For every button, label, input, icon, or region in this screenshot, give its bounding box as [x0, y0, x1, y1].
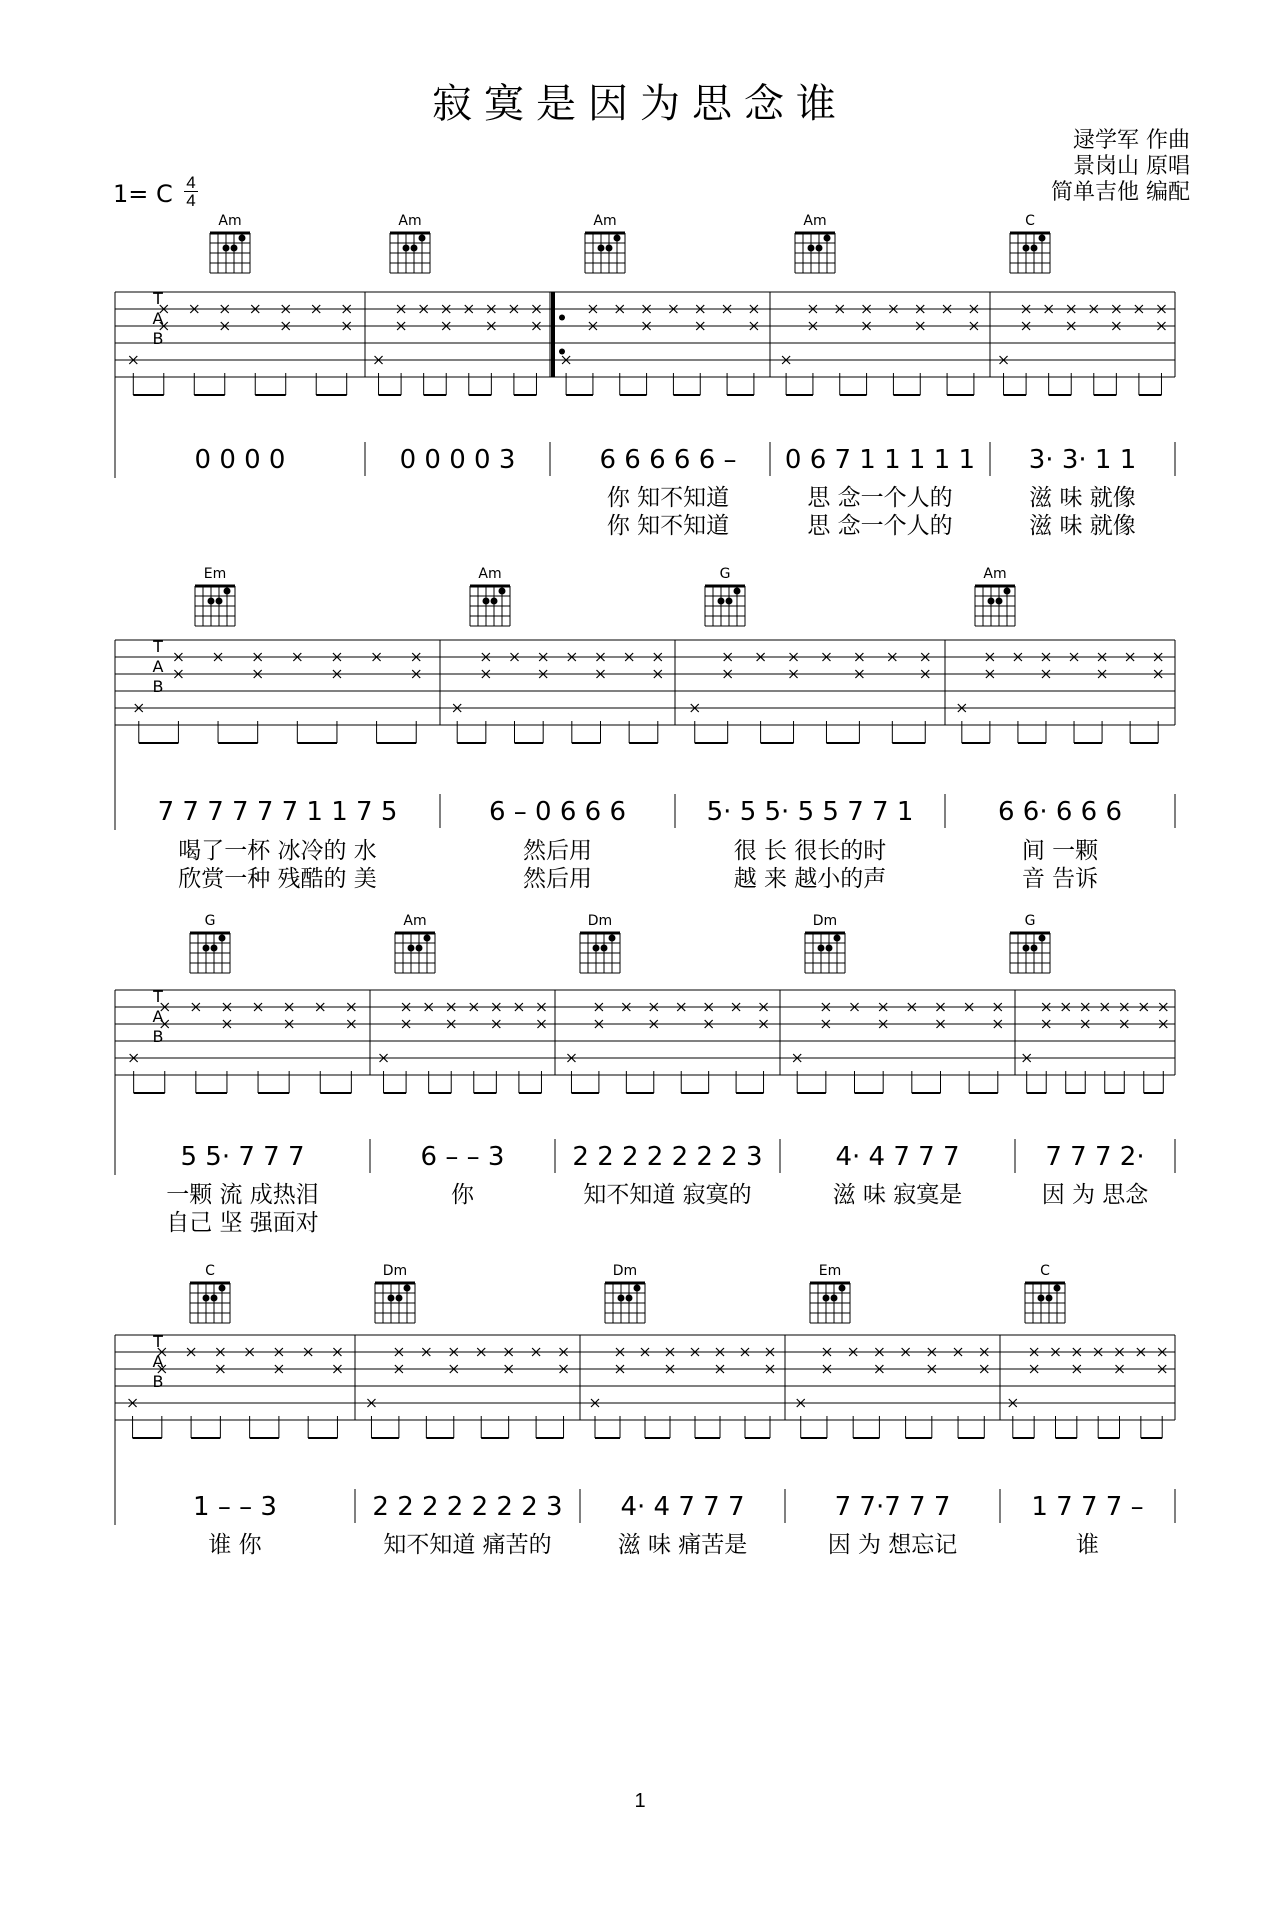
chord-name: G [719, 566, 731, 582]
chord-finger-dot [1046, 1295, 1053, 1302]
chord-finger-dot [419, 235, 426, 242]
chord-finger-dot [208, 598, 215, 605]
chord-finger-dot [224, 588, 231, 595]
chord-finger-dot [1038, 1295, 1045, 1302]
tab-clef-letter: B [152, 1372, 164, 1391]
chord-finger-dot [388, 1295, 395, 1302]
lyric-verse-1: 然后用 [523, 838, 592, 864]
chord-finger-dot [216, 598, 223, 605]
chord-name: G [204, 913, 216, 929]
chord-finger-dot [601, 945, 608, 952]
time-signature-bottom: 4 [186, 191, 196, 210]
lyric-verse-1: 知不知道 痛苦的 [383, 1532, 552, 1558]
jianpu-measure: 5· 5 5· 5 5 7 7 1 [706, 797, 914, 827]
chord-name: Am [983, 566, 1007, 582]
chord-finger-dot [988, 598, 995, 605]
page-number: 1 [634, 1790, 646, 1812]
jianpu-measure: 7 7 7 7 7 7 1 1 7 5 [157, 797, 398, 827]
composer-credit: 逯学军 作曲 [1073, 128, 1190, 153]
lyric-verse-1: 谁 你 [208, 1532, 262, 1558]
jianpu-measure: 0 0 0 0 [194, 445, 286, 475]
chord-name: Am [593, 213, 617, 229]
chord-finger-dot [211, 1295, 218, 1302]
key-signature: 1= C [113, 180, 173, 208]
lyric-verse-1: 知不知道 寂寞的 [583, 1182, 752, 1208]
chord-name: Am [403, 913, 427, 929]
repeat-dot [559, 315, 565, 321]
lyric-verse-2: 音 告诉 [1021, 866, 1099, 892]
chord-finger-dot [203, 1295, 210, 1302]
chord-finger-dot [726, 598, 733, 605]
chord-name: Em [818, 1263, 842, 1279]
lyric-verse-1: 你 知不知道 [606, 485, 730, 511]
tab-clef-letter: B [152, 329, 164, 348]
tab-clef-letter: T [153, 289, 163, 308]
jianpu-measure: 1 – – 3 [193, 1492, 277, 1522]
lyric-verse-2: 你 知不知道 [606, 513, 730, 539]
lyric-verse-1: 滋 味 寂寞是 [832, 1182, 963, 1208]
chord-finger-dot [483, 598, 490, 605]
singer-credit: 景岗山 原唱 [1073, 154, 1190, 179]
chord-finger-dot [634, 1285, 641, 1292]
lyric-verse-2: 然后用 [523, 866, 592, 892]
chord-finger-dot [816, 245, 823, 252]
chord-finger-dot [826, 945, 833, 952]
jianpu-measure: 2 2 2 2 2 2 2 3 [372, 1492, 563, 1522]
tab-clef-letter: A [152, 309, 164, 328]
chord-finger-dot [834, 935, 841, 942]
lyric-verse-1: 一颗 流 成热泪 [166, 1182, 319, 1208]
chord-name: Am [398, 213, 422, 229]
chord-finger-dot [598, 245, 605, 252]
jianpu-measure: 6 6 6 6 6 – [599, 445, 737, 475]
chord-finger-dot [734, 588, 741, 595]
chord-finger-dot [219, 935, 226, 942]
tab-clef-letter: A [152, 1007, 164, 1026]
jianpu-measure: 6 6· 6 6 6 [997, 797, 1123, 827]
chord-finger-dot [1031, 945, 1038, 952]
chord-finger-dot [606, 245, 613, 252]
tab-clef-letter: T [153, 987, 163, 1006]
chord-finger-dot [1039, 235, 1046, 242]
time-signature-top: 4 [186, 173, 196, 192]
jianpu-measure: 7 7·7 7 7 [834, 1492, 951, 1522]
lyric-verse-1: 很 长 很长的时 [733, 838, 887, 864]
chord-finger-dot [403, 245, 410, 252]
chord-name: Dm [382, 1263, 408, 1279]
chord-finger-dot [823, 1295, 830, 1302]
jianpu-measure: 4· 4 7 7 7 [620, 1492, 745, 1522]
lyric-verse-1: 滋 味 就像 [1029, 485, 1136, 511]
chord-name: Am [803, 213, 827, 229]
chord-finger-dot [231, 245, 238, 252]
chord-finger-dot [1054, 1285, 1061, 1292]
chord-finger-dot [396, 1295, 403, 1302]
chord-finger-dot [614, 235, 621, 242]
lyric-verse-2: 思 念一个人的 [807, 513, 953, 539]
tab-clef-letter: A [152, 1352, 164, 1371]
jianpu-measure: 3· 3· 1 1 [1028, 445, 1137, 475]
jianpu-measure: 0 6 7 1 1 1 1 1 [784, 445, 976, 475]
lyric-verse-2: 滋 味 就像 [1029, 513, 1136, 539]
chord-finger-dot [1023, 245, 1030, 252]
chord-finger-dot [424, 935, 431, 942]
chord-name: Em [203, 566, 227, 582]
jianpu-measure: 7 7 7 2· [1045, 1142, 1145, 1172]
tab-clef-letter: T [153, 1332, 163, 1351]
chord-name: C [1025, 213, 1035, 229]
chord-finger-dot [491, 598, 498, 605]
jianpu-measure: 4· 4 7 7 7 [835, 1142, 960, 1172]
lyric-verse-1: 思 念一个人的 [807, 485, 953, 511]
lyric-verse-1: 滋 味 痛苦是 [617, 1532, 748, 1558]
lyric-verse-1: 因 为 思念 [1041, 1182, 1149, 1208]
lyric-verse-1: 间 一颗 [1021, 838, 1099, 864]
chord-name: Am [218, 213, 242, 229]
chord-name: Dm [587, 913, 613, 929]
chord-name: Am [478, 566, 502, 582]
tab-clef-letter: T [153, 637, 163, 656]
chord-finger-dot [996, 598, 1003, 605]
chord-finger-dot [839, 1285, 846, 1292]
lyric-verse-1: 你 [451, 1182, 474, 1208]
chord-finger-dot [223, 245, 230, 252]
chord-name: G [1024, 913, 1036, 929]
jianpu-measure: 2 2 2 2 2 2 2 3 [572, 1142, 763, 1172]
chord-finger-dot [1023, 945, 1030, 952]
tab-clef-letter: B [152, 677, 164, 696]
chord-finger-dot [1031, 245, 1038, 252]
chord-finger-dot [239, 235, 246, 242]
chord-name: Dm [612, 1263, 638, 1279]
chord-finger-dot [203, 945, 210, 952]
chord-finger-dot [211, 945, 218, 952]
chord-finger-dot [416, 945, 423, 952]
song-title: 寂寞是因为思念谁 [432, 81, 848, 127]
chord-finger-dot [404, 1285, 411, 1292]
chord-finger-dot [609, 935, 616, 942]
jianpu-measure: 0 0 0 0 3 [399, 445, 516, 475]
jianpu-measure: 6 – 0 6 6 6 [488, 797, 627, 827]
lyric-verse-2: 欣赏一种 残酷的 美 [178, 866, 377, 892]
repeat-dot [559, 349, 565, 355]
chord-finger-dot [718, 598, 725, 605]
lyric-verse-1: 喝了一杯 冰冷的 水 [178, 838, 377, 864]
chord-name: Dm [812, 913, 838, 929]
chord-finger-dot [499, 588, 506, 595]
chord-finger-dot [1039, 935, 1046, 942]
chord-finger-dot [831, 1295, 838, 1302]
tab-clef-letter: A [152, 657, 164, 676]
chord-name: C [205, 1263, 215, 1279]
chord-finger-dot [411, 245, 418, 252]
jianpu-measure: 1 7 7 7 – [1031, 1492, 1144, 1522]
lyric-verse-2: 越 来 越小的声 [733, 866, 887, 892]
lyric-verse-2: 自己 坚 强面对 [166, 1210, 319, 1236]
tab-clef-letter: B [152, 1027, 164, 1046]
chord-finger-dot [1004, 588, 1011, 595]
jianpu-measure: 6 – – 3 [420, 1142, 505, 1172]
lyric-verse-1: 谁 [1076, 1532, 1099, 1558]
arranger-credit: 简单吉他 编配 [1051, 180, 1190, 205]
chord-finger-dot [219, 1285, 226, 1292]
chord-finger-dot [618, 1295, 625, 1302]
chord-name: C [1040, 1263, 1050, 1279]
chord-finger-dot [808, 245, 815, 252]
chord-finger-dot [824, 235, 831, 242]
lyric-verse-1: 因 为 想忘记 [827, 1532, 958, 1558]
chord-finger-dot [626, 1295, 633, 1302]
jianpu-measure: 5 5· 7 7 7 [180, 1142, 305, 1172]
chord-finger-dot [818, 945, 825, 952]
chord-finger-dot [593, 945, 600, 952]
chord-finger-dot [408, 945, 415, 952]
